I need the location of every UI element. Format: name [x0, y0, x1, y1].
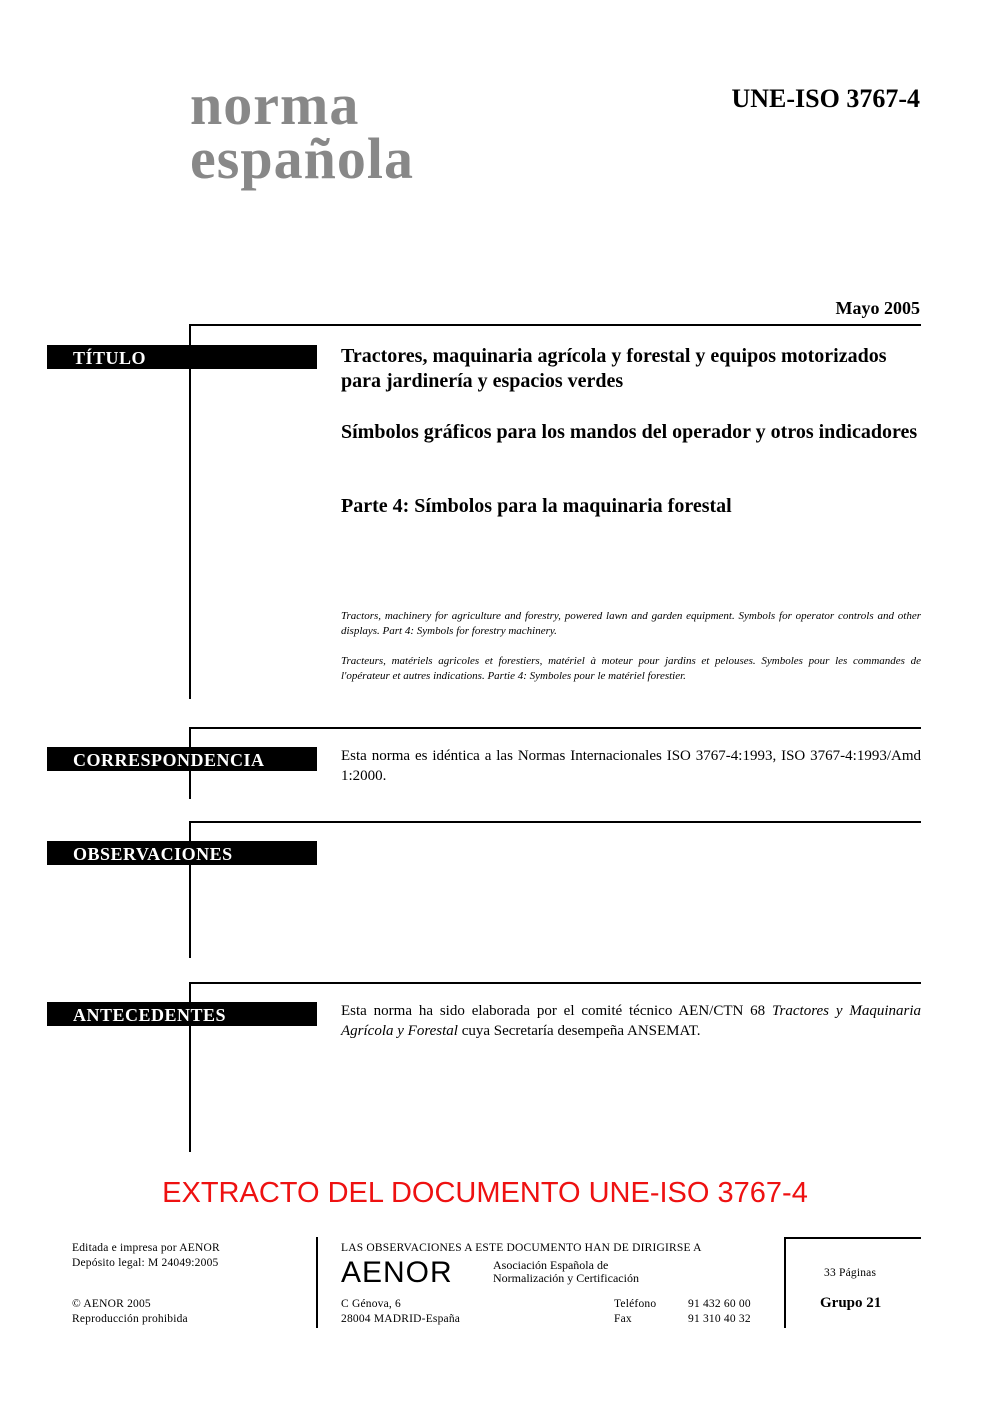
address-street: C Génova, 6: [341, 1298, 402, 1310]
divider: [189, 324, 921, 326]
brand-line-2: española: [190, 126, 414, 191]
fax-number: 91 310 40 32: [688, 1313, 751, 1325]
divider: [784, 1237, 786, 1328]
title-spanish-part: Parte 4: Símbolos para la maquinaria forestal: [341, 495, 732, 517]
observations-note: LAS OBSERVACIONES A ESTE DOCUMENTO HAN DE DIRIGIRSE A: [341, 1242, 702, 1254]
section-label-observaciones: OBSERVACIONES: [47, 841, 317, 865]
section-label-correspondencia: CORRESPONDENCIA: [47, 747, 317, 771]
brand-line-1: norma: [190, 72, 360, 137]
phone-label: Teléfono: [614, 1298, 657, 1310]
divider: [784, 1237, 921, 1239]
section-label-titulo: TÍTULO: [47, 345, 317, 369]
edited-by: Editada e impresa por AENOR: [72, 1242, 220, 1254]
legal-deposit: Depósito legal: M 24049:2005: [72, 1257, 219, 1269]
address-city: 28004 MADRID-España: [341, 1313, 461, 1325]
title-french: Tracteurs, matériels agricoles et forestiers, matériel à moteur pour jardins et pelouses. Symboles pour les commandes de l'opérateur et autres indications. Partie 4: Symboles pour le matériel forestier.: [341, 655, 921, 682]
divider: [316, 1237, 318, 1328]
background-text: Esta norma ha sido elaborada por el comité técnico AEN/CTN 68 Tractores y Maquinaria Agrícola y Forestal cuya Secretaría desempeña ANSEMAT.: [341, 1003, 922, 1039]
title-english: Tractors, machinery for agriculture and forestry, powered lawn and garden equipment. Symbols for operator controls and other displays. Part 4: Symbols for forestry machinery.: [341, 610, 921, 637]
title-spanish-sub: Símbolos gráficos para los mandos del operador y otros indicadores: [341, 421, 918, 443]
reproduction-notice: Reproducción prohibida: [72, 1313, 188, 1325]
correspondence-text: Esta norma es idéntica a las Normas Internacionales ISO 3767-4:1993, ISO 3767-4:1993/Amd 1:2000.: [341, 748, 921, 784]
divider: [189, 982, 921, 984]
phone-number: 91 432 60 00: [688, 1298, 751, 1310]
page-count: 33 Páginas: [824, 1267, 877, 1279]
divider: [189, 821, 921, 823]
price-group: Grupo 21: [820, 1295, 882, 1311]
aenor-full-name: Asociación Española de Normalización y Certificación: [493, 1258, 639, 1285]
brand-title: [190, 72, 414, 191]
extract-notice: EXTRACTO DEL DOCUMENTO UNE-ISO 3767-4: [162, 1177, 808, 1209]
committee-name: Tractores y Maquinaria Agrícola y Forestal: [341, 1003, 922, 1039]
fax-label: Fax: [614, 1313, 632, 1325]
standard-code: UNE-ISO 3767-4: [731, 84, 920, 113]
publication-date: Mayo 2005: [835, 298, 920, 318]
title-spanish-main: Tractores, maquinaria agrícola y forestal y equipos motorizados para jardinería y espacios verdes: [341, 345, 887, 392]
aenor-logo: AENOR: [341, 1256, 453, 1289]
copyright: © AENOR 2005: [72, 1298, 151, 1310]
divider: [189, 727, 921, 729]
divider: [189, 324, 191, 699]
section-label-antecedentes: ANTECEDENTES: [47, 1002, 317, 1026]
